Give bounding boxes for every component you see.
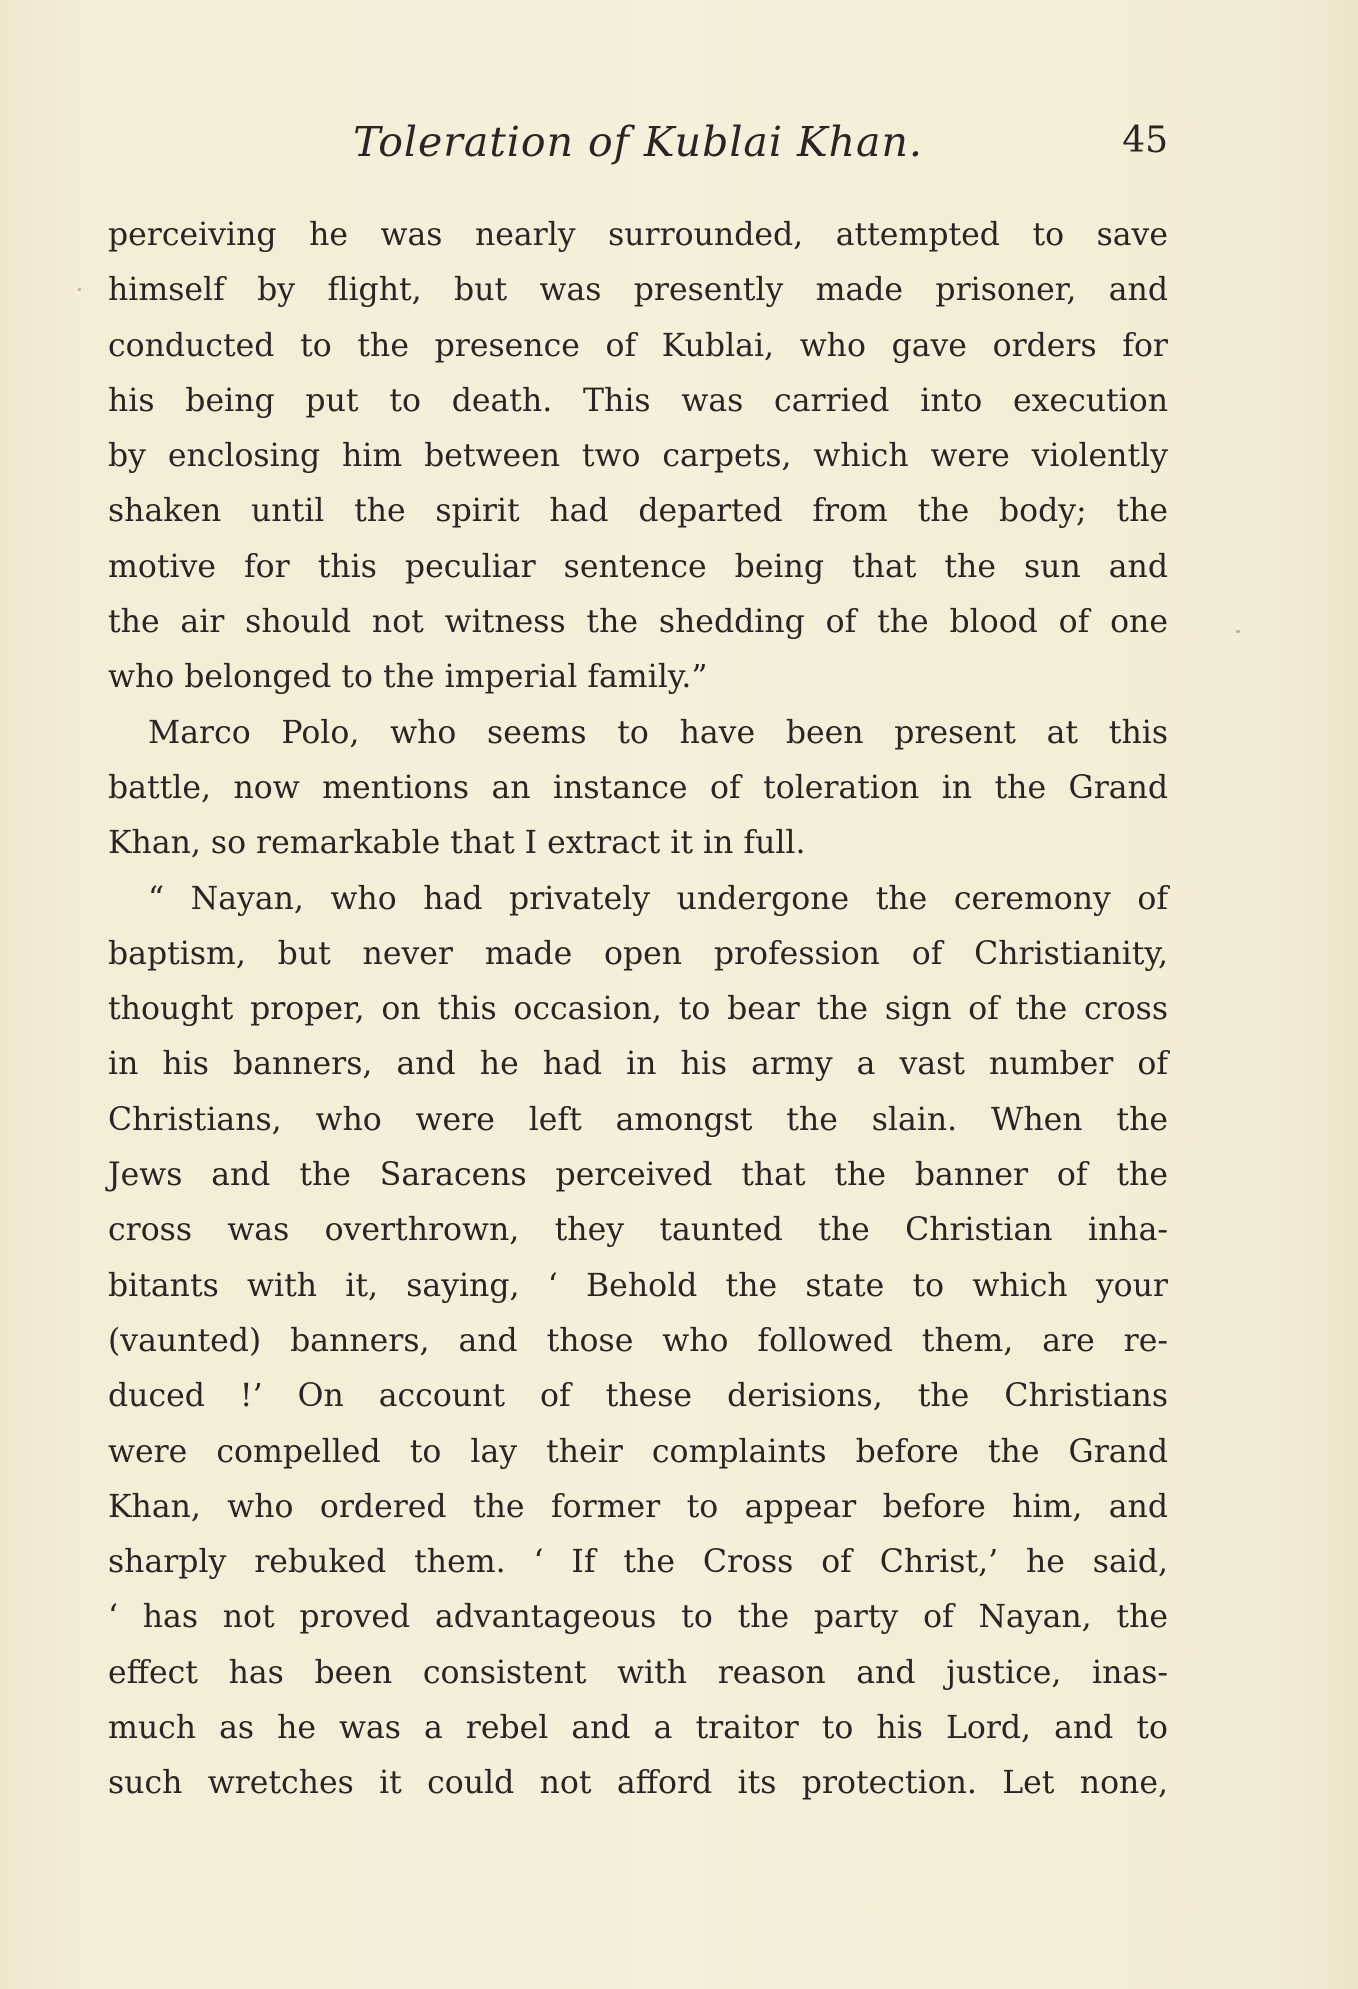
text-line: bitants with it, saying, ‘ Behold the state to which your xyxy=(108,1267,1168,1304)
text-line: shaken until the spirit had departed from the body; the xyxy=(108,493,1168,530)
text-line: baptism, but never made open profession of Christianity, xyxy=(108,935,1168,972)
text-line: were compelled to lay their complaints before the Grand xyxy=(108,1433,1168,1470)
paper-speck xyxy=(78,288,81,291)
text-line: thought proper, on this occasion, to bear the sign of the cross xyxy=(108,991,1168,1028)
text-line: effect has been consistent with reason and justice, inas- xyxy=(108,1654,1168,1691)
text-line: battle, now mentions an instance of toleration in the Grand xyxy=(108,769,1168,806)
body-text xyxy=(108,208,1168,1812)
text-line: cross was overthrown, they taunted the Christian inha- xyxy=(108,1212,1168,1249)
text-line: “ Nayan, who had privately undergone the ceremony of xyxy=(148,880,1168,917)
page-number: 45 xyxy=(1122,120,1168,161)
text-line: perceiving he was nearly surrounded, attempted to save xyxy=(108,217,1168,253)
text-line: Khan, so remarkable that I extract it in full. xyxy=(108,825,806,862)
text-line: in his banners, and he had in his army a vast number of xyxy=(108,1046,1168,1083)
page-header xyxy=(108,118,1168,178)
text-line: his being put to death. This was carried into execution xyxy=(108,382,1168,419)
text-line: Christians, who were left amongst the slain. When the xyxy=(108,1101,1168,1138)
text-line: by enclosing him between two carpets, which were violently xyxy=(108,438,1168,475)
paper-speck xyxy=(1236,630,1240,633)
running-title: Toleration of Kublai Khan. xyxy=(353,118,923,166)
text-line: much as he was a rebel and a traitor to his Lord, and to xyxy=(108,1710,1168,1747)
text-line: sharply rebuked them. ‘ If the Cross of Christ,’ he said, xyxy=(108,1544,1168,1581)
text-line: Khan, who ordered the former to appear before him, and xyxy=(108,1488,1168,1525)
text-line: ‘ has not proved advantageous to the party of Nayan, the xyxy=(108,1599,1168,1636)
text-line: duced !’ On account of these derisions, the Christians xyxy=(108,1378,1168,1415)
text-line: such wretches it could not afford its protection. Let none, xyxy=(108,1765,1168,1802)
text-line: Jews and the Saracens perceived that the banner of the xyxy=(108,1157,1168,1194)
text-line: Marco Polo, who seems to have been present at this xyxy=(148,714,1168,751)
text-line: himself by flight, but was presently made prisoner, and xyxy=(108,272,1168,309)
text-line: motive for this peculiar sentence being that the sun and xyxy=(108,548,1168,585)
text-line: conducted to the presence of Kublai, who gave orders for xyxy=(108,327,1168,364)
text-line: the air should not witness the shedding of the blood of one xyxy=(108,604,1168,641)
text-line: (vaunted) banners, and those who followed them, are re- xyxy=(108,1322,1168,1359)
text-line: who belonged to the imperial family.” xyxy=(108,659,708,696)
